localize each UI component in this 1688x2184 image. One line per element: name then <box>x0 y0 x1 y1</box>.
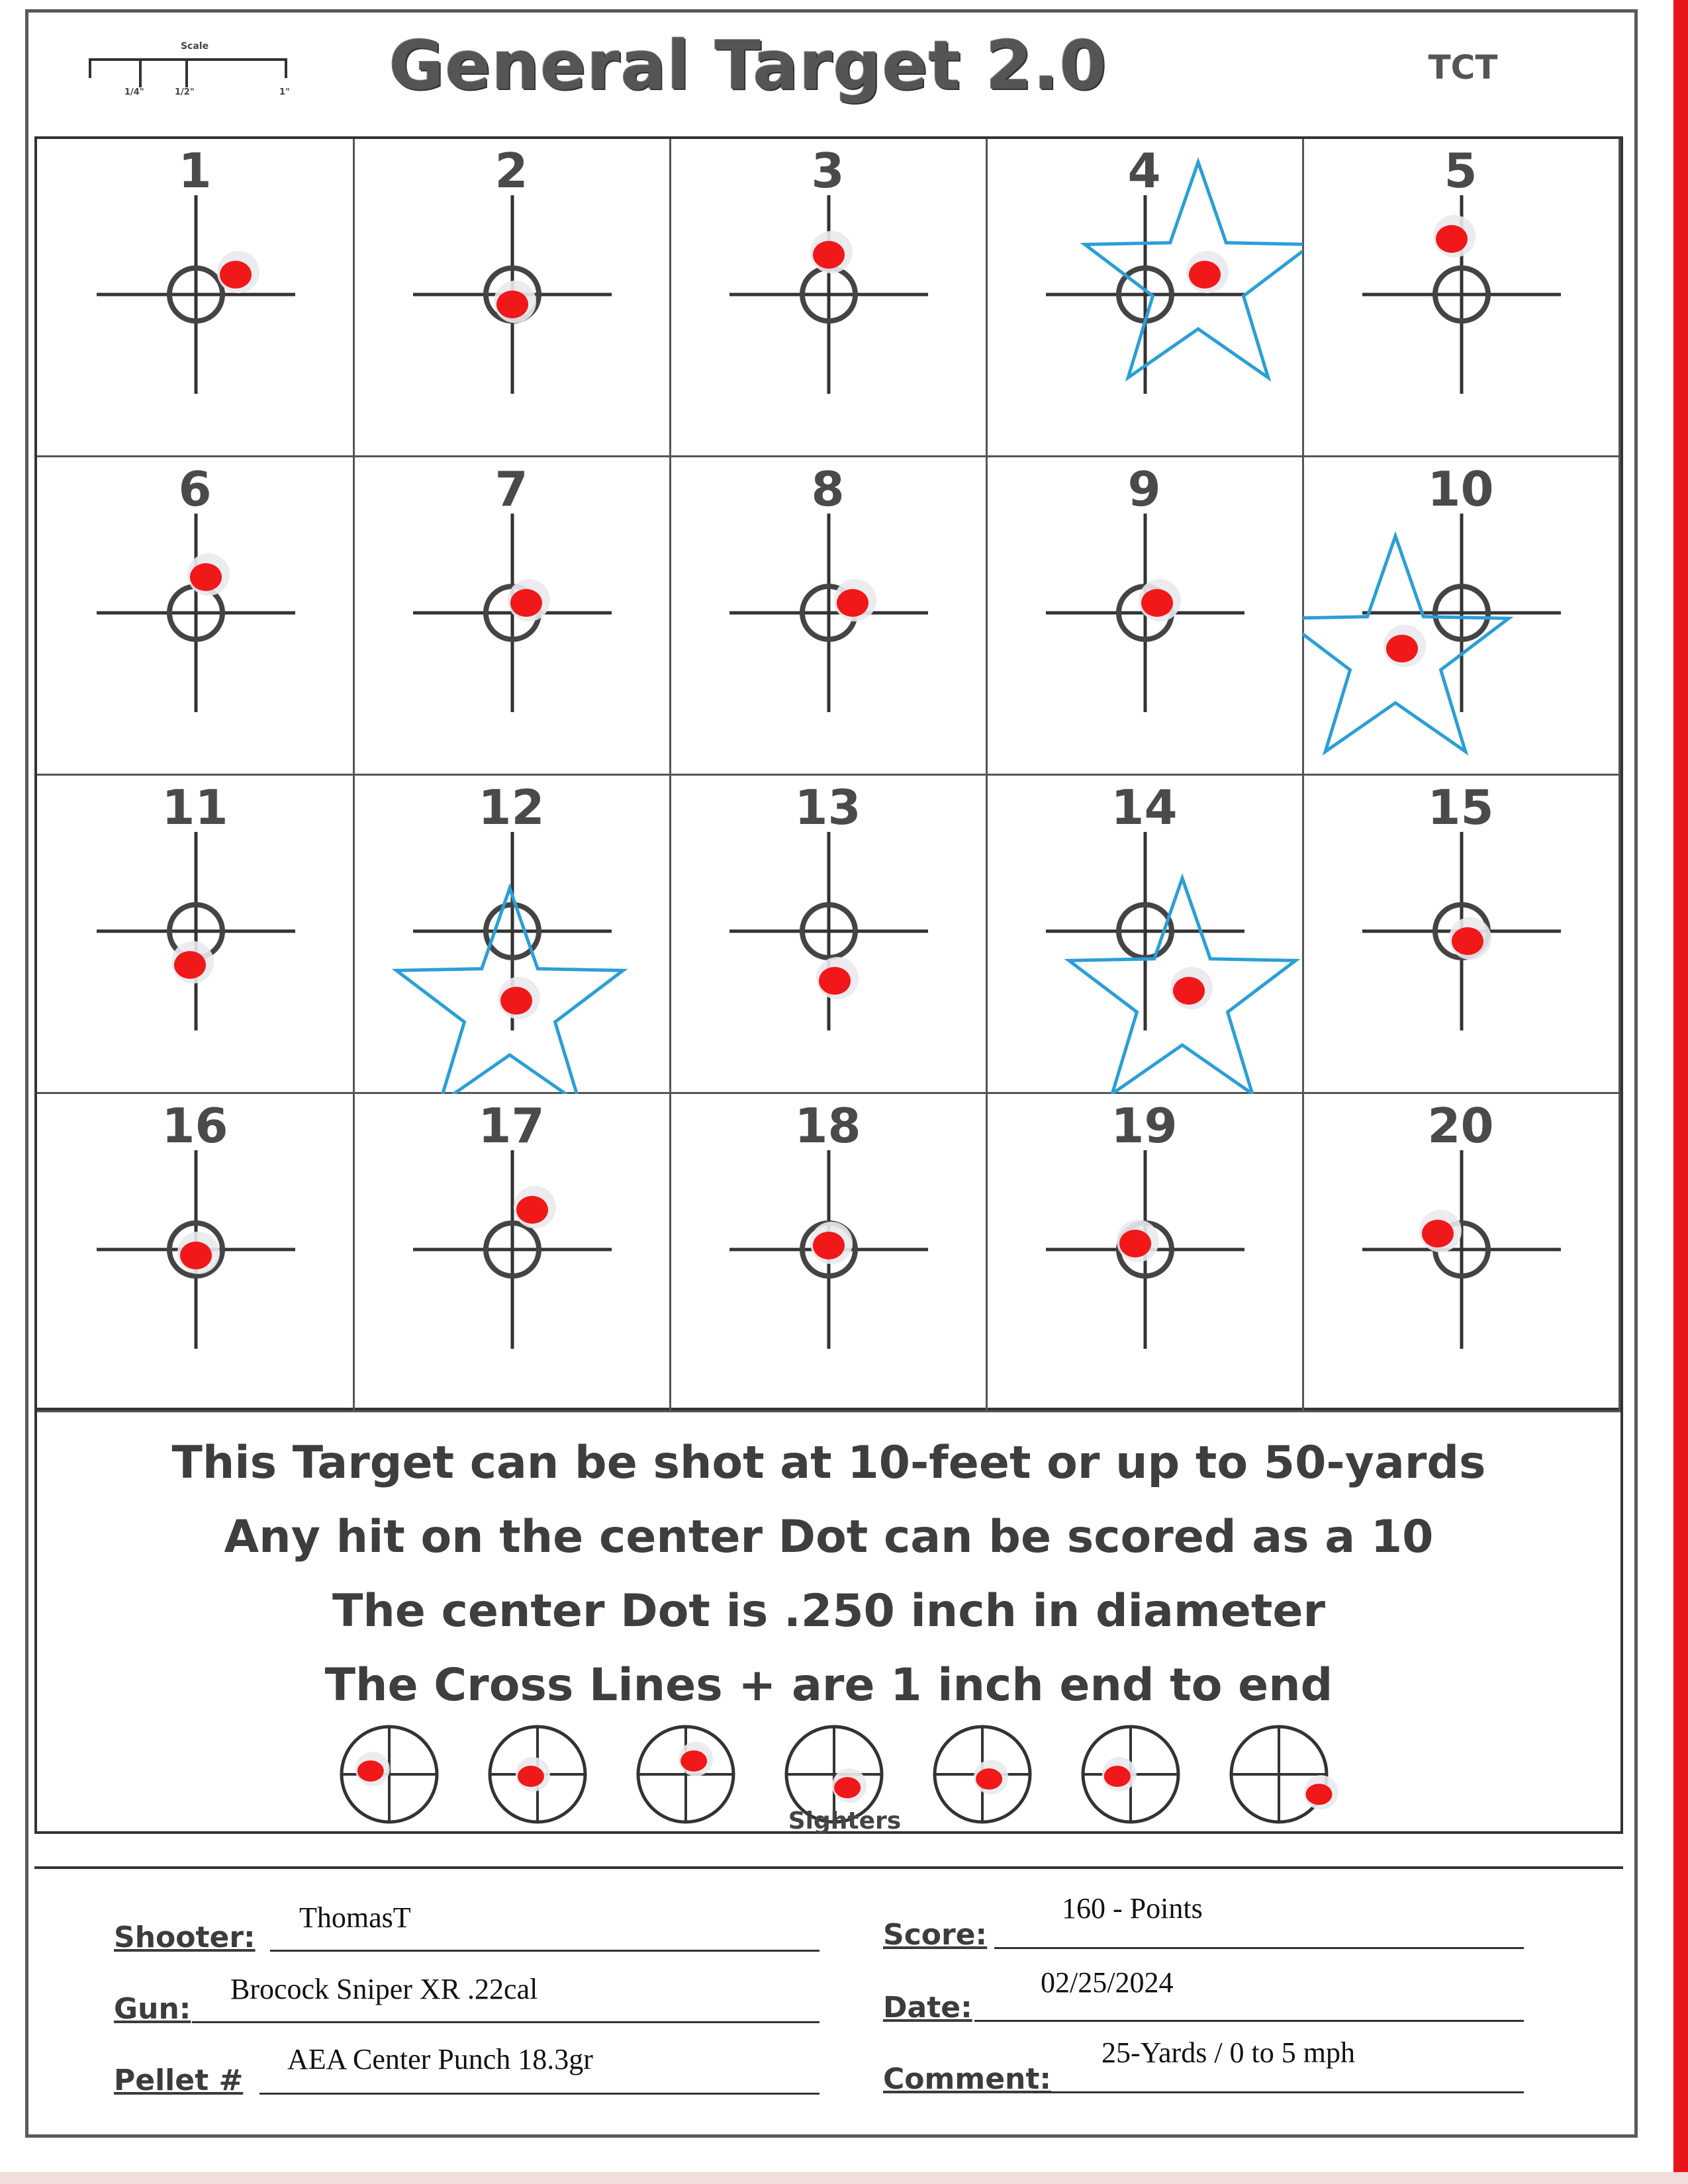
date-label: Date: <box>883 1991 972 2025</box>
sighter-shot-hole <box>357 1760 384 1782</box>
target-cell <box>1303 776 1620 1094</box>
date-value: 02/25/2024 <box>1041 1966 1174 1999</box>
target-drawing <box>37 457 353 776</box>
target-cell <box>986 139 1304 457</box>
gun-label: Gun: <box>114 1992 191 2026</box>
target-number: 2 <box>494 143 528 199</box>
target-number: 19 <box>1111 1098 1178 1154</box>
target-cell <box>37 1094 355 1412</box>
bottom-page-edge <box>0 2172 1688 2184</box>
shot-hole <box>813 1232 845 1259</box>
target-number: 6 <box>178 461 212 517</box>
scale-label-inch: 1" <box>279 87 290 97</box>
target-cell <box>353 139 671 457</box>
target-number: 16 <box>162 1098 228 1154</box>
shot-hole <box>1189 261 1221 289</box>
score-label: Score: <box>883 1918 988 1952</box>
target-number: 18 <box>794 1098 861 1154</box>
target-drawing <box>353 1094 670 1412</box>
target-drawing <box>1303 139 1619 457</box>
target-number: 7 <box>494 461 528 517</box>
target-drawing <box>670 776 986 1094</box>
target-grid <box>34 136 1623 1410</box>
info-line-scoring: Any hit on the center Dot can be scored as a 10 <box>224 1511 1434 1563</box>
shot-hole <box>500 987 532 1015</box>
target-drawing <box>986 139 1303 457</box>
date-line <box>974 2020 1524 2022</box>
target-drawing <box>670 139 986 457</box>
target-number: 17 <box>478 1098 545 1154</box>
shot-hole <box>813 241 845 269</box>
target-number: 10 <box>1427 461 1494 517</box>
target-drawing <box>1303 776 1619 1094</box>
sighters-label: Sighters <box>788 1807 902 1835</box>
target-number: 1 <box>178 143 212 199</box>
scale-label-half: 1/2" <box>175 87 195 97</box>
pellet-line <box>259 2093 820 2095</box>
target-cell <box>353 776 671 1094</box>
scale-bar <box>89 58 287 61</box>
target-cell <box>670 457 988 776</box>
target-drawing <box>1303 457 1619 776</box>
target-drawing <box>353 139 670 457</box>
info-line-cross-size: The Cross Lines + are 1 inch end to end <box>324 1659 1333 1711</box>
gun-line <box>192 2021 820 2023</box>
target-cell <box>670 776 988 1094</box>
target-cell <box>1303 1094 1620 1412</box>
target-drawing <box>353 457 670 776</box>
shot-hole <box>819 967 851 995</box>
shooter-value: ThomasT <box>299 1901 411 1934</box>
score-value: 160 - Points <box>1062 1892 1203 1925</box>
comment-label: Comment: <box>883 2062 1052 2096</box>
sighter-shot-hole <box>680 1751 707 1772</box>
target-drawing <box>670 1094 986 1412</box>
target-drawing <box>37 776 353 1094</box>
target-cell <box>986 776 1304 1094</box>
target-cell <box>986 457 1304 776</box>
sighter-shot-hole <box>834 1777 861 1798</box>
target-drawing <box>37 1094 353 1412</box>
target-cell <box>670 139 988 457</box>
target-number: 11 <box>162 780 228 835</box>
info-line-distance: This Target can be shot at 10-feet or up to 50-yards <box>171 1437 1486 1489</box>
target-number: 8 <box>811 461 845 517</box>
sighter-shot-hole <box>1104 1766 1131 1787</box>
shot-hole <box>1452 927 1483 955</box>
target-drawing <box>1303 1094 1619 1412</box>
target-cell <box>670 1094 988 1412</box>
info-line-dot-size: The center Dot is .250 inch in diameter <box>332 1585 1326 1637</box>
target-drawing <box>353 776 670 1094</box>
shot-hole <box>1436 225 1468 253</box>
shot-hole <box>190 563 222 591</box>
target-number: 4 <box>1127 143 1161 199</box>
sighter-shot-hole <box>518 1766 544 1787</box>
target-number: 13 <box>794 780 861 835</box>
scale-end-left <box>89 58 91 78</box>
shot-hole <box>496 291 528 318</box>
shot-hole <box>1141 589 1173 617</box>
shot-hole <box>1173 977 1205 1005</box>
target-number: 14 <box>1111 780 1178 835</box>
comment-value: 25-Yards / 0 to 5 mph <box>1102 2036 1356 2069</box>
target-cell <box>353 457 671 776</box>
scale-tick-half <box>185 58 188 87</box>
target-number: 12 <box>478 780 545 835</box>
target-cell <box>37 776 355 1094</box>
target-drawing <box>986 1094 1303 1412</box>
sighter-shot-hole <box>1305 1784 1332 1805</box>
target-number: 20 <box>1427 1098 1494 1154</box>
target-cell <box>37 139 355 457</box>
target-drawing <box>986 457 1303 776</box>
shot-hole <box>1422 1220 1454 1248</box>
shot-hole <box>510 589 542 617</box>
target-cell <box>1303 457 1620 776</box>
shot-hole <box>837 589 868 617</box>
target-number: 9 <box>1127 461 1161 517</box>
shot-hole <box>220 261 252 289</box>
target-cell <box>1303 139 1620 457</box>
score-line <box>994 1947 1524 1949</box>
shot-hole <box>174 951 206 979</box>
brand-mark: TCT <box>1428 48 1498 87</box>
info-panel <box>34 1410 1623 1834</box>
scale-tick-quarter <box>139 58 142 87</box>
shooter-label: Shooter: <box>114 1921 256 1954</box>
scale-legend <box>89 41 307 107</box>
shot-hole <box>516 1196 548 1224</box>
target-drawing <box>670 457 986 776</box>
pellet-label: Pellet # <box>114 2064 244 2097</box>
scale-label-quarter: 1/4" <box>124 87 144 97</box>
target-drawing <box>986 776 1303 1094</box>
target-cell <box>986 1094 1304 1412</box>
target-drawing <box>37 139 353 457</box>
shooter-line <box>270 1950 820 1952</box>
scale-title: Scale <box>180 41 209 52</box>
sighter-shot-hole <box>976 1768 1002 1790</box>
shot-hole <box>1119 1230 1151 1257</box>
target-cell <box>37 457 355 776</box>
red-page-edge <box>1673 0 1688 2184</box>
shot-hole <box>180 1242 212 1269</box>
target-number: 3 <box>811 143 845 199</box>
shot-hole <box>1386 635 1418 662</box>
pellet-value: AEA Center Punch 18.3gr <box>287 2043 593 2075</box>
target-number: 5 <box>1444 143 1477 199</box>
scale-end-right <box>285 58 287 78</box>
gun-value: Brocock Sniper XR .22cal <box>230 1973 538 2005</box>
comment-line <box>1033 2091 1524 2093</box>
target-number: 15 <box>1427 780 1494 835</box>
score-form <box>34 1866 1623 2131</box>
target-cell <box>353 1094 671 1412</box>
page-title: General Target 2.0 <box>389 26 1107 105</box>
